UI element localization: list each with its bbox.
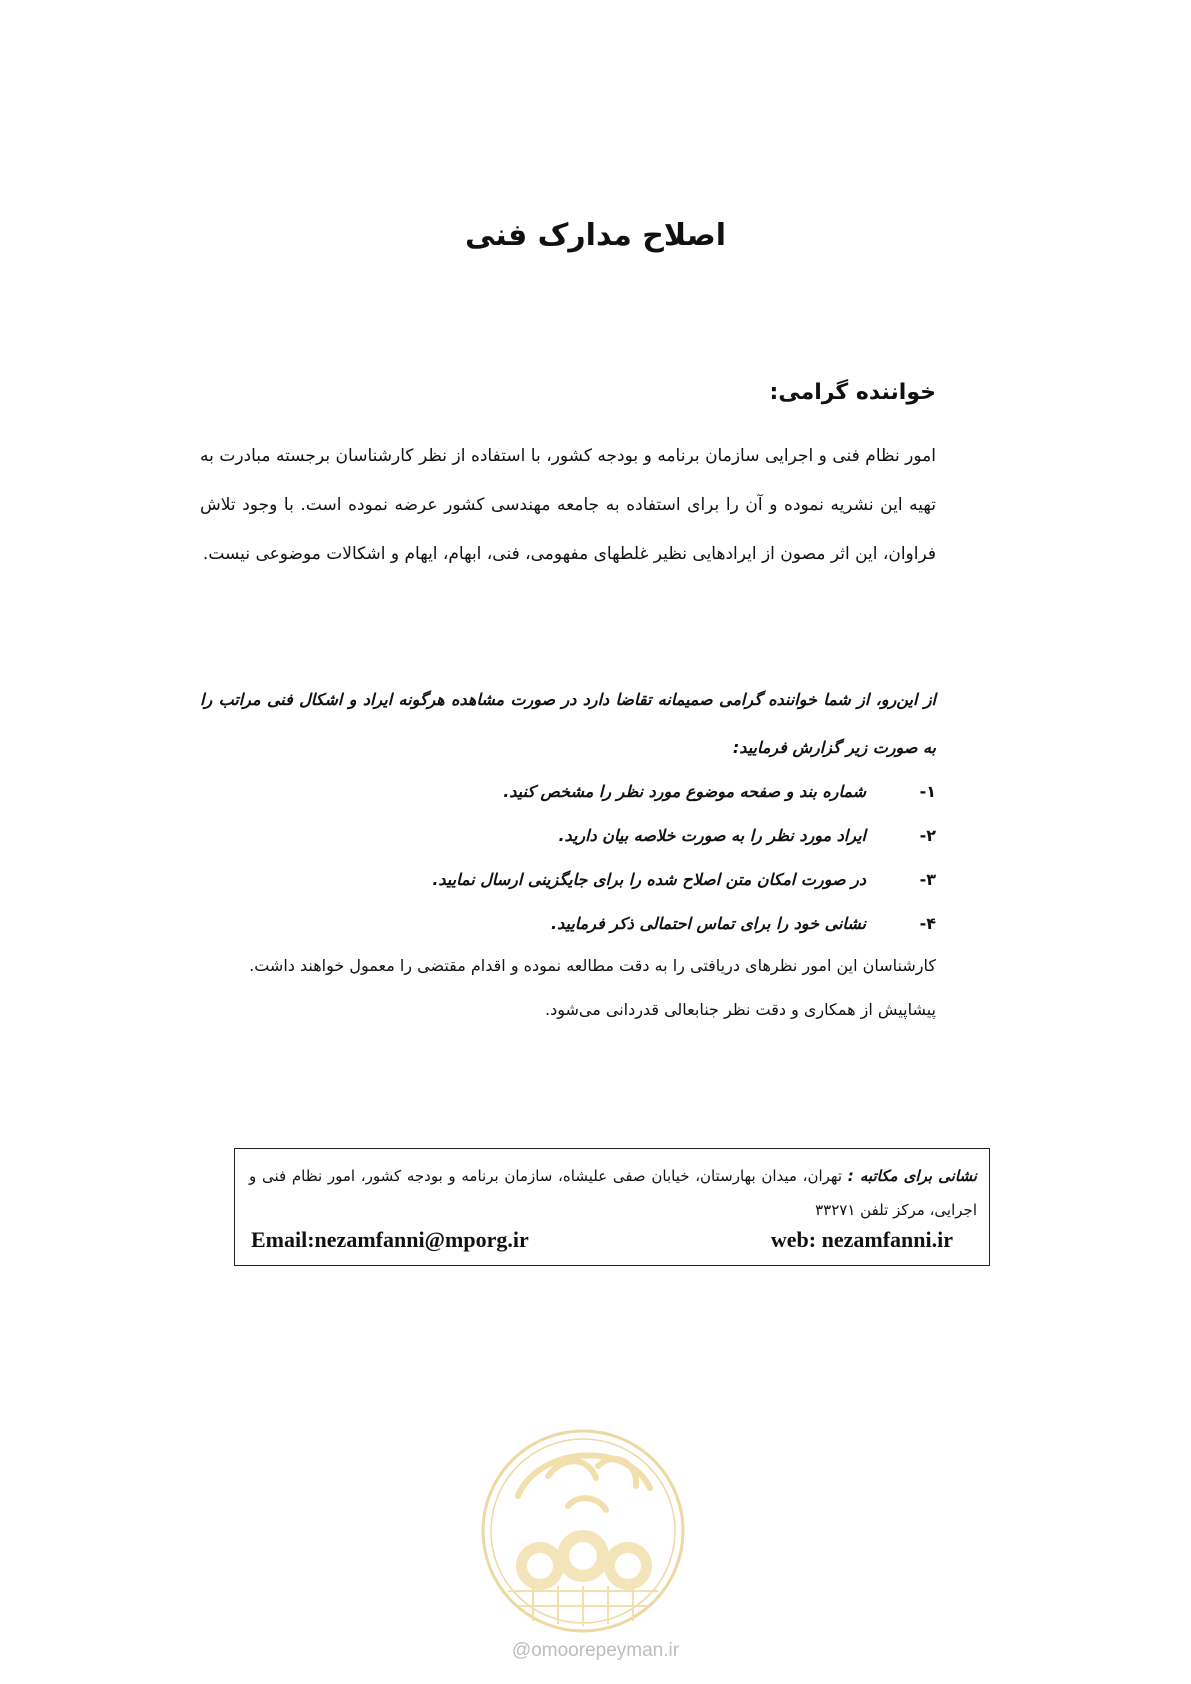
step-text: ایراد مورد نظر را به صورت خلاصه بیان دارید.: [558, 826, 866, 845]
closing-line-1: کارشناسان این امور نظرهای دریافتی را به دقت مطالعه نموده و اقدام مقتضی را معمول خواهند داشت.: [249, 956, 936, 975]
step-text: نشانی خود را برای تماس احتمالی ذکر فرمایید.: [551, 914, 866, 933]
watermark-url: @omoorepeyman.ir: [511, 1640, 680, 1661]
omoore-peyman-seal-icon: [478, 1426, 688, 1636]
step-text: شماره بند و صفحه موضوع مورد نظر را مشخص کنید.: [503, 782, 866, 801]
step-number: ۴-: [919, 914, 936, 933]
request-paragraph: از این‌رو، از شما خواننده گرامی صمیمانه تقاضا دارد در صورت مشاهده هرگونه ایراد و اشکال فنی مراتب را به صورت زیر گزارش فرمایید:: [200, 690, 936, 757]
step-number: ۱-: [919, 782, 936, 801]
list-item: [200, 902, 936, 946]
contact-email-link[interactable]: Email:nezamfanni@mporg.ir: [251, 1227, 529, 1252]
contact-box: [234, 1148, 990, 1266]
list-item: [200, 770, 936, 814]
step-text: در صورت امکان متن اصلاح شده را برای جایگزینی ارسال نمایید.: [432, 870, 866, 889]
contact-web-link[interactable]: web: nezamfanni.ir: [770, 1227, 953, 1252]
list-item: [200, 858, 936, 902]
salutation: خواننده گرامی:: [769, 380, 936, 405]
contact-address-label: نشانی برای مکاتبه :: [847, 1167, 977, 1185]
closing-line-2: پیشاپیش از همکاری و دقت نظر جنابعالی قدردانی می‌شود.: [544, 1000, 936, 1019]
step-number: ۲-: [919, 826, 936, 845]
intro-paragraph: امور نظام فنی و اجرایی سازمان برنامه و بودجه کشور، با استفاده از نظر کارشناسان برجسته مبادرت به تهیه این نشریه نموده و آن را برای استفاده به جامعه مهندسی کشور عرضه نموده است. با وجود تلاش فراوان، این اثر مصون از ایرادهایی نظیر غلطهای مفهومی، فنی، ابهام، ایهام و اشکالات موضوعی نیست.: [200, 446, 936, 564]
contact-address-text: تهران، میدان بهارستان، خیابان صفی علیشاه، سازمان برنامه و بودجه کشور، امور نظام فنی و اجرایی، مرکز تلفن ۳۳۲۷۱: [249, 1167, 977, 1219]
steps-list: [200, 770, 936, 946]
step-number: ۳-: [919, 870, 936, 889]
page-title: اصلاح مدارک فنی: [465, 218, 726, 253]
contact-address: [249, 1159, 977, 1227]
closing-text: [200, 944, 936, 1032]
list-item: [200, 814, 936, 858]
